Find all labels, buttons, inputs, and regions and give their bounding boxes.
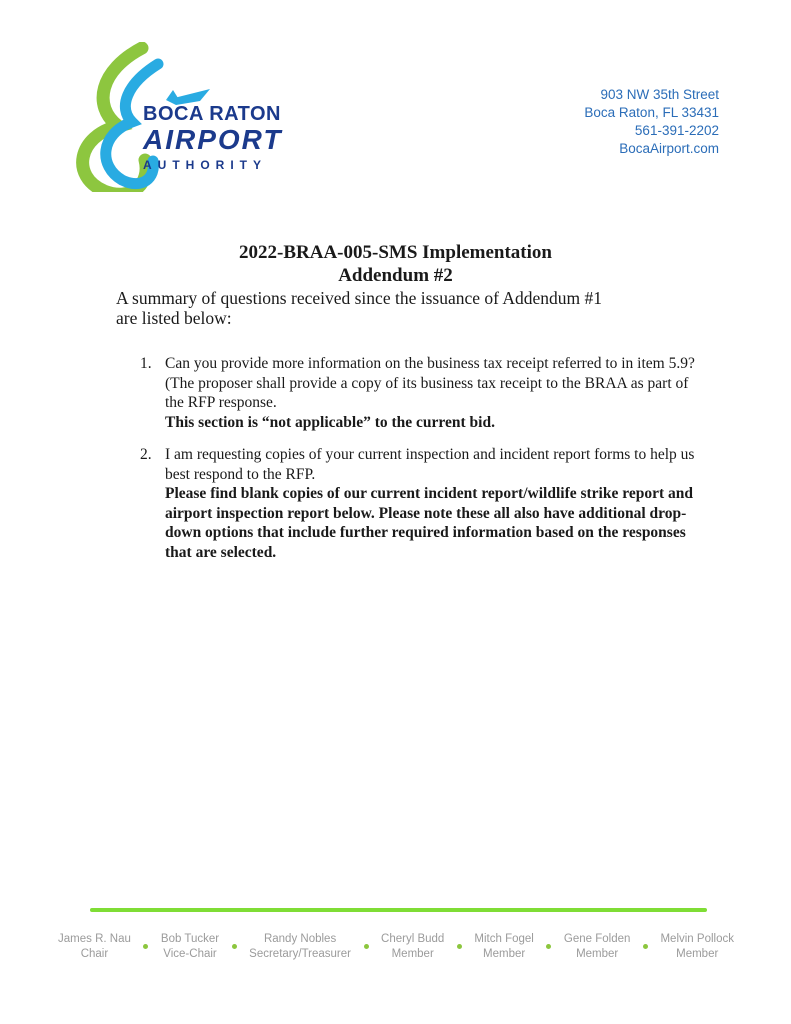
member-name: Gene Folden — [563, 933, 631, 945]
website-url: BocaAirport.com — [619, 141, 719, 156]
member-title: Chair — [80, 948, 109, 960]
separator-dot-icon — [643, 944, 648, 949]
intro-line-1: A summary of questions received since the issuance of Addendum #1 — [116, 288, 603, 308]
answer-text: Please find blank copies of our current incident report/wildlife strike report and airport inspection report below. Please note these all also have additional drop-down options that include further required information based on the responses that are selected. — [165, 485, 693, 561]
member-name: Bob Tucker — [160, 933, 220, 945]
board-member — [381, 932, 444, 962]
board-member — [249, 932, 351, 962]
question-item — [140, 445, 700, 562]
board-member — [58, 932, 131, 962]
answer-text: This section is “not applicable” to the current bid. — [165, 413, 495, 431]
address-line-2: Boca Raton, FL 33431 — [584, 105, 719, 120]
member-name: Mitch Fogel — [474, 933, 534, 945]
intro-line-2: are listed below: — [116, 308, 232, 328]
footer-divider — [90, 908, 707, 912]
board-member — [564, 932, 631, 962]
member-name: Cheryl Budd — [381, 933, 445, 945]
board-member — [474, 932, 533, 962]
member-name: Randy Nobles — [263, 933, 337, 945]
intro-paragraph — [116, 288, 716, 328]
letterhead-contact — [584, 86, 719, 158]
member-name: James R. Nau — [58, 933, 131, 945]
item-number: 2. — [140, 446, 152, 463]
item-body — [165, 445, 700, 562]
question-text: Can you provide more information on the business tax receipt referred to in item 5.9? (The proposer shall provide a copy of its business tax receipt to the BRAA as part of the RFP response. — [165, 355, 695, 411]
question-text: I am requesting copies of your current inspection and incident report forms to help us best respond to the RFP. — [165, 446, 695, 483]
member-title: Member — [391, 948, 434, 960]
separator-dot-icon — [232, 944, 237, 949]
member-name: Melvin Pollock — [660, 933, 734, 945]
document-title-line2: Addendum #2 — [338, 265, 453, 286]
logo-line-authority: AUTHORITY — [143, 158, 267, 172]
separator-dot-icon — [546, 944, 551, 949]
address-line-1: 903 NW 35th Street — [600, 87, 719, 102]
item-number: 1. — [140, 355, 152, 372]
member-title: Member — [483, 948, 526, 960]
separator-dot-icon — [457, 944, 462, 949]
document-title — [0, 241, 791, 287]
question-item — [140, 354, 700, 432]
board-member — [660, 932, 734, 962]
logo-line-boca-raton: BOCA RATON — [143, 103, 281, 125]
question-list — [140, 354, 700, 575]
logo-line-airport: AIRPORT — [143, 124, 283, 155]
phone-number: 561-391-2202 — [634, 123, 719, 138]
separator-dot-icon — [143, 944, 148, 949]
separator-dot-icon — [364, 944, 369, 949]
board-members-footer — [58, 932, 734, 962]
member-title: Vice-Chair — [163, 948, 217, 960]
board-member — [161, 932, 219, 962]
item-body — [165, 354, 700, 432]
member-title: Secretary/Treasurer — [249, 948, 351, 960]
member-title: Member — [676, 948, 719, 960]
logo-wordmark — [143, 104, 283, 171]
document-title-line1: 2022-BRAA-005-SMS Implementation — [239, 242, 552, 263]
member-title: Member — [576, 948, 619, 960]
